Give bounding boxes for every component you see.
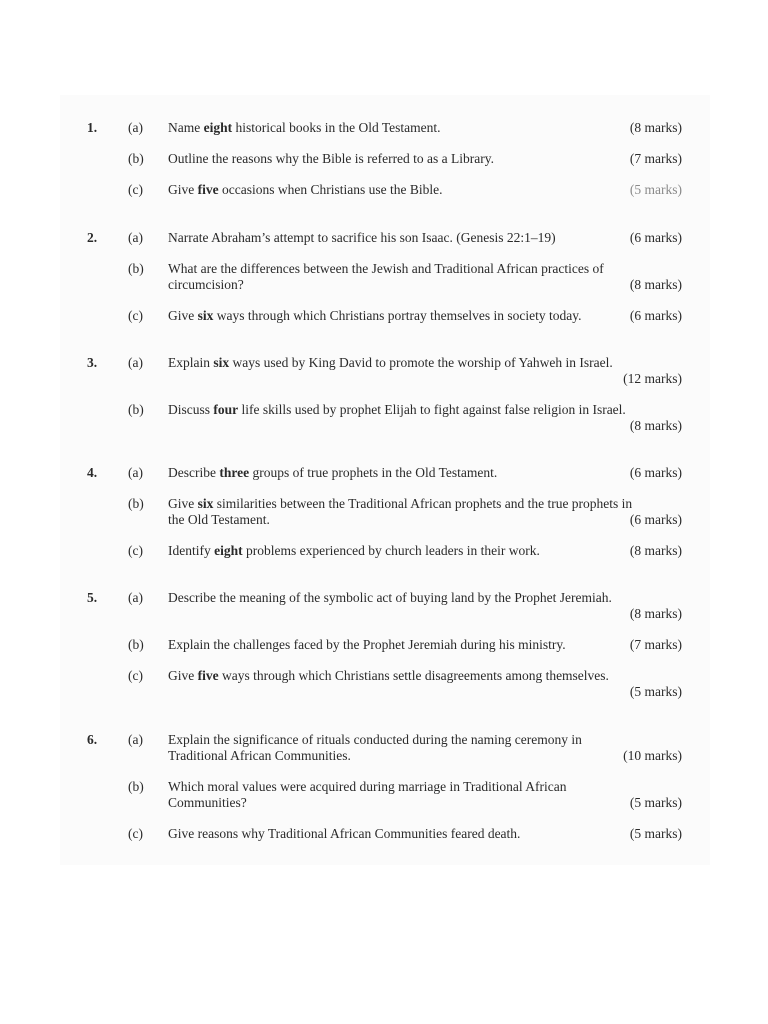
part-label: (c) bbox=[128, 308, 143, 323]
part-label: (a) bbox=[128, 355, 143, 370]
question-text: Give five ways through which Christians settle disagreements among themselves. bbox=[168, 668, 609, 683]
marks: (5 marks) bbox=[629, 684, 682, 699]
part-label: (c) bbox=[128, 543, 143, 558]
part-label: (b) bbox=[128, 261, 144, 276]
question-number: 6. bbox=[87, 732, 98, 747]
question-text: Name eight historical books in the Old Testament. bbox=[168, 120, 441, 135]
question-number: 5. bbox=[87, 590, 98, 605]
marks: (6 marks) bbox=[629, 512, 682, 527]
question-number: 4. bbox=[87, 465, 98, 480]
question-text: Give five occasions when Christians use the Bible. bbox=[168, 182, 443, 197]
part-label: (c) bbox=[128, 182, 143, 197]
question-text: What are the differences between the Jewish and Traditional African practices of circumcision? bbox=[168, 261, 604, 292]
question-text: Give reasons why Traditional African Communities feared death. bbox=[168, 826, 521, 841]
question-text: Narrate Abraham’s attempt to sacrifice his son Isaac. (Genesis 22:1–19) bbox=[168, 230, 556, 245]
question-text: Give six ways through which Christians portray themselves in society today. bbox=[168, 308, 582, 323]
question-text: Identify eight problems experienced by church leaders in their work. bbox=[168, 543, 540, 558]
marks: (6 marks) bbox=[629, 308, 682, 323]
part-label: (b) bbox=[128, 402, 144, 417]
question-text: Explain the significance of rituals conducted during the naming ceremony in Traditional African Communities. bbox=[168, 732, 582, 763]
question-number: 2. bbox=[87, 230, 98, 245]
marks: (8 marks) bbox=[629, 543, 682, 558]
part-label: (b) bbox=[128, 779, 144, 794]
marks: (7 marks) bbox=[629, 151, 682, 166]
question-number: 1. bbox=[87, 120, 98, 135]
question-text: Describe three groups of true prophets in the Old Testament. bbox=[168, 465, 498, 480]
marks: (12 marks) bbox=[623, 371, 682, 386]
question-text: Describe the meaning of the symbolic act of buying land by the Prophet Jeremiah. bbox=[168, 590, 612, 605]
part-label: (b) bbox=[128, 151, 144, 166]
part-label: (b) bbox=[128, 496, 144, 511]
marks: (5 marks) bbox=[629, 182, 682, 197]
part-label: (b) bbox=[128, 637, 144, 652]
question-text: Discuss four life skills used by prophet Elijah to fight against false religion in Israel. bbox=[168, 402, 626, 417]
marks: (6 marks) bbox=[629, 465, 682, 480]
marks: (5 marks) bbox=[629, 826, 682, 841]
question-text: Give six similarities between the Traditional African prophets and the true prophets in the Old Testament. bbox=[168, 496, 633, 527]
marks: (8 marks) bbox=[629, 277, 682, 292]
part-label: (a) bbox=[128, 732, 143, 747]
marks: (5 marks) bbox=[629, 795, 682, 810]
marks: (8 marks) bbox=[629, 120, 682, 135]
marks: (8 marks) bbox=[629, 606, 682, 621]
question-text: Explain six ways used by King David to promote the worship of Yahweh in Israel. bbox=[168, 355, 613, 370]
part-label: (a) bbox=[128, 590, 143, 605]
marks: (7 marks) bbox=[629, 637, 682, 652]
part-label: (c) bbox=[128, 826, 143, 841]
question-text: Explain the challenges faced by the Prophet Jeremiah during his ministry. bbox=[168, 637, 566, 652]
part-label: (a) bbox=[128, 465, 143, 480]
question-number: 3. bbox=[87, 355, 98, 370]
question-text: Which moral values were acquired during marriage in Traditional African Communities? bbox=[168, 779, 567, 810]
marks: (8 marks) bbox=[629, 418, 682, 433]
marks: (10 marks) bbox=[623, 748, 682, 763]
question-text: Outline the reasons why the Bible is referred to as a Library. bbox=[168, 151, 495, 166]
part-label: (c) bbox=[128, 668, 143, 683]
marks: (6 marks) bbox=[629, 230, 682, 245]
part-label: (a) bbox=[128, 120, 143, 135]
part-label: (a) bbox=[128, 230, 143, 245]
